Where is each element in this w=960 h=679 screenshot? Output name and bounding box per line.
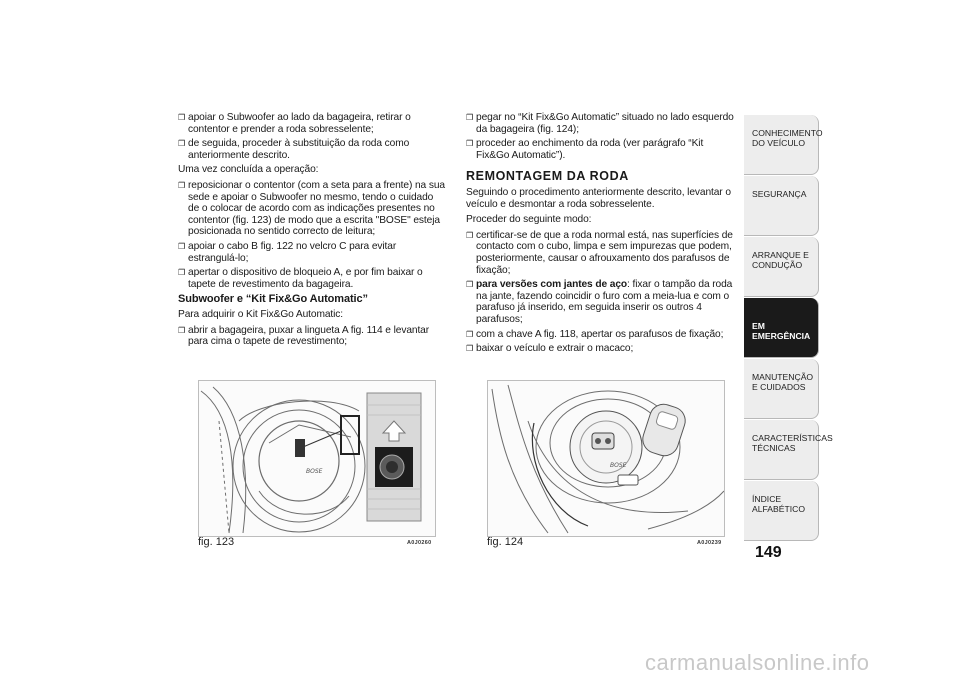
figure-123 xyxy=(198,380,436,537)
figure-123-code: A0J0260 xyxy=(407,540,432,546)
bullet-item: ❒ pegar no “Kit Fix&Go Automatic” situado no lado esquerdo da bagageira (fig. 124); xyxy=(466,112,736,135)
bullet-item xyxy=(466,279,736,325)
bullet-item: ❒ de seguida, proceder à substituição da roda como anteriormente descrito. xyxy=(178,138,446,161)
tab-caracteristicas-tecnicas[interactable]: CARACTERÍSTICAS TÉCNICAS xyxy=(744,420,819,480)
paragraph: Para adquirir o Kit Fix&Go Automatic: xyxy=(178,308,344,320)
bullet-item: ❒ reposicionar o contentor (com a seta para a frente) na sua sede e apoiar o Subwoofer no mesmo, tendo o cuidado de o colocar de acordo com as indicações presentes no contentor (fig. 123) de modo que a escrita "BOSE" esteja posicionada no sentido correcto de leitura; xyxy=(178,180,446,238)
page-number: 149 xyxy=(755,544,782,561)
left-column xyxy=(178,112,446,351)
bullet-item: ❒ com a chave A fig. 118, apertar os parafusos de fixação; xyxy=(466,329,736,341)
tab-indice-alfabetico[interactable]: ÍNDICE ALFABÉTICO xyxy=(744,481,819,541)
subheading: Subwoofer e “Kit Fix&Go Automatic” xyxy=(178,293,368,306)
tab-seguranca[interactable]: SEGURANÇA xyxy=(744,176,819,236)
bullet-item: ❒ baixar o veículo e extrair o macaco; xyxy=(466,343,736,355)
figure-123-label: fig. 123 xyxy=(198,536,235,548)
svg-text:BOSE: BOSE xyxy=(306,468,323,475)
right-column xyxy=(466,112,736,358)
paragraph: Seguindo o procedimento anteriormente descrito, levantar o veículo e desmontar a roda sobresselente. xyxy=(466,186,731,210)
bullet-item: ❒ proceder ao enchimento da roda (ver parágrafo “Kit Fix&Go Automatic”). xyxy=(466,138,736,161)
section-title: REMONTAGEM DA RODA xyxy=(466,169,629,184)
tab-arranque-e-conducao[interactable]: ARRANQUE E CONDUÇÃO xyxy=(744,237,819,297)
svg-text:BOSE: BOSE xyxy=(610,462,627,469)
bullet-item: ❒ apertar o dispositivo de bloqueio A, e por fim baixar o tapete de revestimento da bagageira. xyxy=(178,267,446,290)
tab-manutencao-e-cuidados[interactable]: MANUTENÇÃO E CUIDADOS xyxy=(744,359,819,419)
bullet-rest: : fixar o tampão da roda na jante, fazendo coincidir o furo com a meia-lua e com o parafuso já inserido, em seguida inserir os outros 4 parafusos; xyxy=(476,279,733,325)
watermark: carmanualsonline.info xyxy=(645,650,870,675)
figure-124-label: fig. 124 xyxy=(487,536,524,548)
bullet-bold-lead: para versões com jantes de aço xyxy=(476,279,628,291)
paragraph: Uma vez concluída a operação: xyxy=(178,164,319,176)
chapter-tabs xyxy=(744,115,833,542)
tab-em-emergencia[interactable]: EM EMERGÊNCIA xyxy=(744,298,819,358)
bullet-item: ❒ certificar-se de que a roda normal está, nas superfícies de contacto com o cubo, limpa e sem impurezas que podem, posteriormente, causar o afrouxamento dos parafusos de fixação; xyxy=(466,230,736,276)
bullet-item: ❒ apoiar o Subwoofer ao lado da bagageira, retirar o contentor e prender a roda sobresselente; xyxy=(178,112,446,135)
figure-123-illustration xyxy=(199,381,435,536)
figure-124-code: A0J0239 xyxy=(697,540,722,546)
figure-124 xyxy=(487,380,725,537)
figure-124-illustration xyxy=(488,381,724,536)
bullet-item: ❒ abrir a bagageira, puxar a lingueta A fig. 114 e levantar para cima o tapete de revestimento; xyxy=(178,325,446,348)
paragraph: Proceder do seguinte modo: xyxy=(466,214,592,226)
bullet-item: ❒ apoiar o cabo B fig. 122 no velcro C para evitar estrangulá-lo; xyxy=(178,241,446,264)
tab-conhecimento-do-veiculo[interactable]: CONHECIMENTO DO VEÍCULO xyxy=(744,115,819,175)
